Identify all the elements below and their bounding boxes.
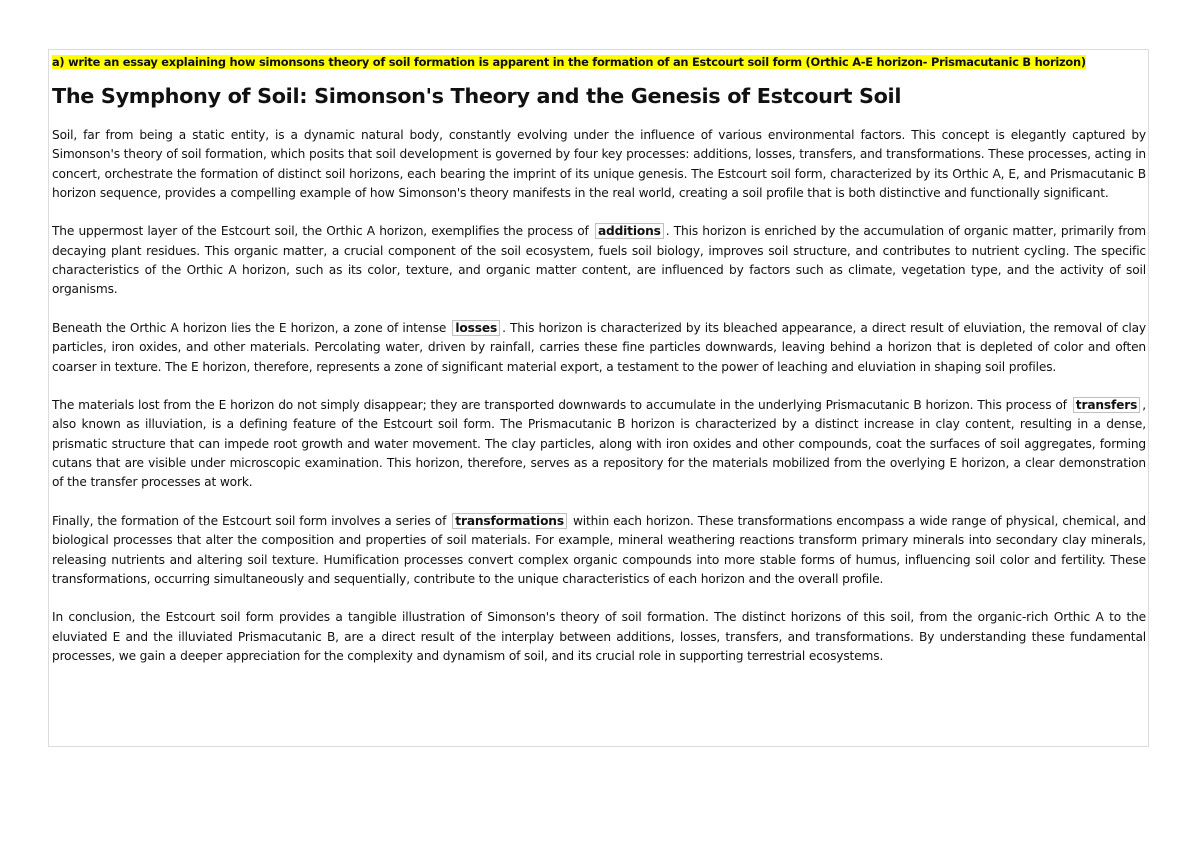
document-content <box>52 50 1146 666</box>
intro-paragraph: Soil, far from being a static entity, is a dynamic natural body, constantly evolving under the influence of various environmental factors. This concept is elegantly captured by Simonson's theory of soil formation, which posits that soil development is governed by four key processes: additions, losses, transfers, and transformations. These processes, acting in concert, orchestrate the formation of distinct soil horizons, each bearing the imprint of its unique genesis. The Estcourt soil form, characterized by its Orthic A, E, and Prismacutanic B horizon sequence, provides a compelling example of how Simonson's theory manifests in the real world, creating a soil profile that is both distinctive and functionally significant. <box>52 128 1146 200</box>
additions-text-before: The uppermost layer of the Estcourt soil, the Orthic A horizon, exemplifies the process of <box>52 224 593 239</box>
document-page <box>48 49 1149 747</box>
transformations-paragraph <box>52 512 1146 589</box>
question-prompt <box>52 53 1146 72</box>
transfers-text-before: The materials lost from the E horizon do not simply disappear; they are transported downwards to accumulate in the underlying Prismacutanic B horizon. This process of <box>52 398 1071 413</box>
keyword-additions: additions <box>595 223 664 239</box>
additions-paragraph <box>52 222 1146 299</box>
keyword-transfers: transfers <box>1073 397 1140 413</box>
losses-text-after: . This horizon is characterized by its bleached appearance, a direct result of eluviation, the removal of clay particles, iron oxides, and other materials. Percolating water, driven by rainfall, carries these fine particles downwards, leaving behind a horizon that is depleted of color and often coarser in texture. The E horizon, therefore, represents a zone of significant material export, a testament to the power of leaching and eluviation in shaping soil profiles. <box>52 320 1146 374</box>
essay-title: The Symphony of Soil: Simonson's Theory and the Genesis of Estcourt Soil <box>52 84 902 108</box>
highlighted-question: a) write an essay explaining how simonsons theory of soil formation is apparent in the formation of an Estcourt soil form (Orthic A-E horizon- Prismacutanic B horizon) <box>52 55 1086 69</box>
losses-text-before: Beneath the Orthic A horizon lies the E horizon, a zone of intense <box>52 320 451 335</box>
transfers-text-after: , also known as illuviation, is a defining feature of the Estcourt soil form. The Prismacutanic B horizon is characterized by a distinct increase in clay content, resulting in a dense, prismatic structure that can impede root growth and water movement. The clay particles, along with iron oxides and other compounds, coat the surfaces of soil aggregates, forming cutans that are visible under microscopic examination. This horizon, therefore, serves as a repository for the materials mobilized from the overlying E horizon, a clear demonstration of the transfer processes at work. <box>52 398 1146 490</box>
conclusion-paragraph: In conclusion, the Estcourt soil form provides a tangible illustration of Simonson's theory of soil formation. The distinct horizons of this soil, from the organic-rich Orthic A to the eluviated E and the illuviated Prismacutanic B, are a direct result of the interplay between additions, losses, transfers, and transformations. By understanding these fundamental processes, we gain a deeper appreciation for the complexity and dynamism of soil, and its crucial role in supporting terrestrial ecosystems. <box>52 610 1146 664</box>
additions-text-after: . This horizon is enriched by the accumulation of organic matter, primarily from decaying plant residues. This organic matter, a crucial component of the soil ecosystem, fuels soil biology, improves soil structure, and contributes to nutrient cycling. The specific characteristics of the Orthic A horizon, such as its color, texture, and organic matter content, are influenced by factors such as climate, vegetation type, and the activity of soil organisms. <box>52 224 1146 297</box>
transfers-paragraph <box>52 396 1146 492</box>
transformations-text-after: within each horizon. These transformations encompass a wide range of physical, chemical, and biological processes that alter the composition and properties of soil materials. For example, mineral weathering reactions transform primary minerals into secondary clay minerals, releasing nutrients and altering soil texture. Humification processes convert complex organic compounds into more stable forms of humus, influencing soil color and fertility. These transformations, occurring simultaneously and sequentially, contribute to the unique characteristics of each horizon and the overall profile. <box>52 513 1146 586</box>
transformations-text-before: Finally, the formation of the Estcourt soil form involves a series of <box>52 513 451 528</box>
keyword-transformations: transformations <box>452 513 567 529</box>
losses-paragraph <box>52 319 1146 377</box>
keyword-losses: losses <box>452 320 500 336</box>
